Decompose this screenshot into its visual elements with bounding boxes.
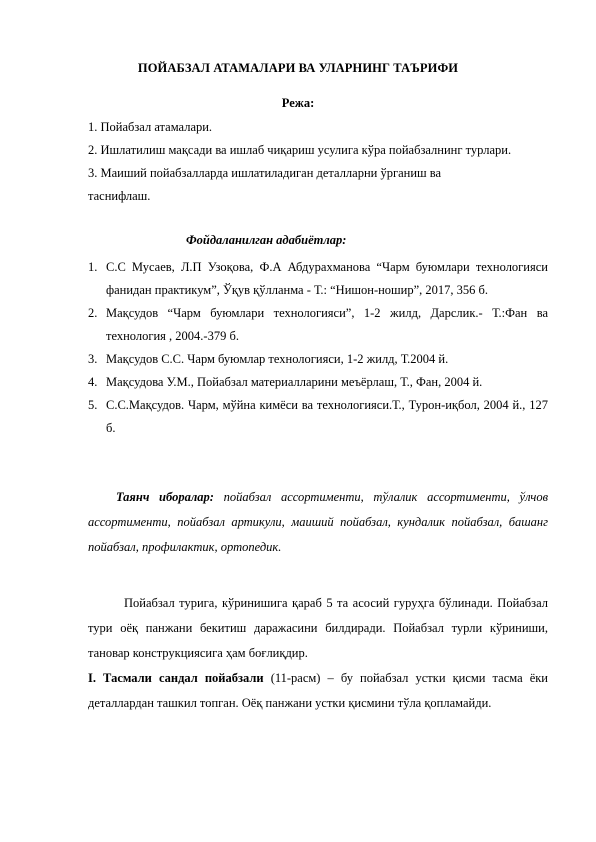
plan-item: 1. Пойабзал атамалари. bbox=[88, 120, 213, 134]
body-paragraph bbox=[88, 666, 548, 716]
literature-number: 1. bbox=[88, 260, 98, 274]
plan-list bbox=[88, 116, 528, 208]
literature-text: С.С.Мақсудов. Чарм, мўйна кимёси ва технологияси.Т., Турон-иқбол, 2004 й., 127 б. bbox=[106, 398, 548, 435]
literature-item bbox=[88, 302, 548, 348]
section-heading: I. Тасмали сандал пойабзали bbox=[88, 671, 264, 685]
literature-text: Мақсудова У.М., Пойабзал материалларини меъёрлаш, Т., Фан, 2004 й. bbox=[106, 375, 483, 389]
body-text bbox=[88, 591, 548, 716]
section-text: (11-расм) – бу пойабзал устки қисми тасма ёки деталлардан ташкил топган. Оёқ панжани устки қисмини тўла қопламайди. bbox=[88, 671, 548, 710]
literature-text: С.С Мусаев, Л.П Узоқова, Ф.А Абдурахманова “Чарм буюмлари технологияси фанидан практикум”, Ўқув қўлланма - Т.: “Нишон-ношир”, 2017, 356 б. bbox=[106, 260, 548, 297]
keywords-text: пойабзал ассортименти, тўлалик ассортименти, ўлчов ассортименти, пойабзал артикули, маиший пойабзал, кундалик пойабзал, башанг пойабзал, профилактик, ортопедик. bbox=[88, 490, 548, 554]
literature-heading: Фойдаланилган адабиётлар: bbox=[186, 233, 347, 247]
body-paragraph: Пойабзал турига, кўринишига қараб 5 та асосий гуруҳга бўлинади. Пойабзал тури оёқ панжани бекитиш даражасини билдиради. Пойабзал турли кўриниши, тановар конструкциясига ҳам боғлиқдир. bbox=[88, 596, 548, 660]
plan-heading: Режа: bbox=[281, 96, 315, 110]
literature-list bbox=[88, 256, 548, 440]
literature-item bbox=[88, 394, 548, 440]
plan-item: 2. Ишлатилиш мақсади ва ишлаб чиқариш усулига кўра пойабзалнинг турлари. bbox=[88, 143, 512, 157]
literature-number: 5. bbox=[88, 398, 98, 412]
plan-item: 3. Маиший пойабзалларда ишлатиладиган деталларни ўрганиш ва таснифлаш. bbox=[88, 166, 442, 203]
literature-item bbox=[88, 256, 548, 302]
literature-number: 4. bbox=[88, 375, 98, 389]
literature-item bbox=[88, 348, 548, 371]
literature-number: 2. bbox=[88, 306, 98, 320]
keywords-label: Таянч иборалар: bbox=[116, 490, 214, 504]
literature-text: Мақсудов “Чарм буюмлари технологияси”, 1-2 жилд, Дарслик.- Т.:Фан ва технология , 2004.-379 б. bbox=[106, 306, 548, 343]
literature-text: Мақсудов С.С. Чарм буюмлар технологияси, 1-2 жилд, Т.2004 й. bbox=[106, 352, 449, 366]
literature-item bbox=[88, 371, 548, 394]
document-title: ПОЙАБЗАЛ АТАМАЛАРИ ВА УЛАРНИНГ ТАЪРИФИ bbox=[137, 61, 459, 75]
literature-number: 3. bbox=[88, 352, 98, 366]
keywords-paragraph bbox=[88, 485, 548, 560]
